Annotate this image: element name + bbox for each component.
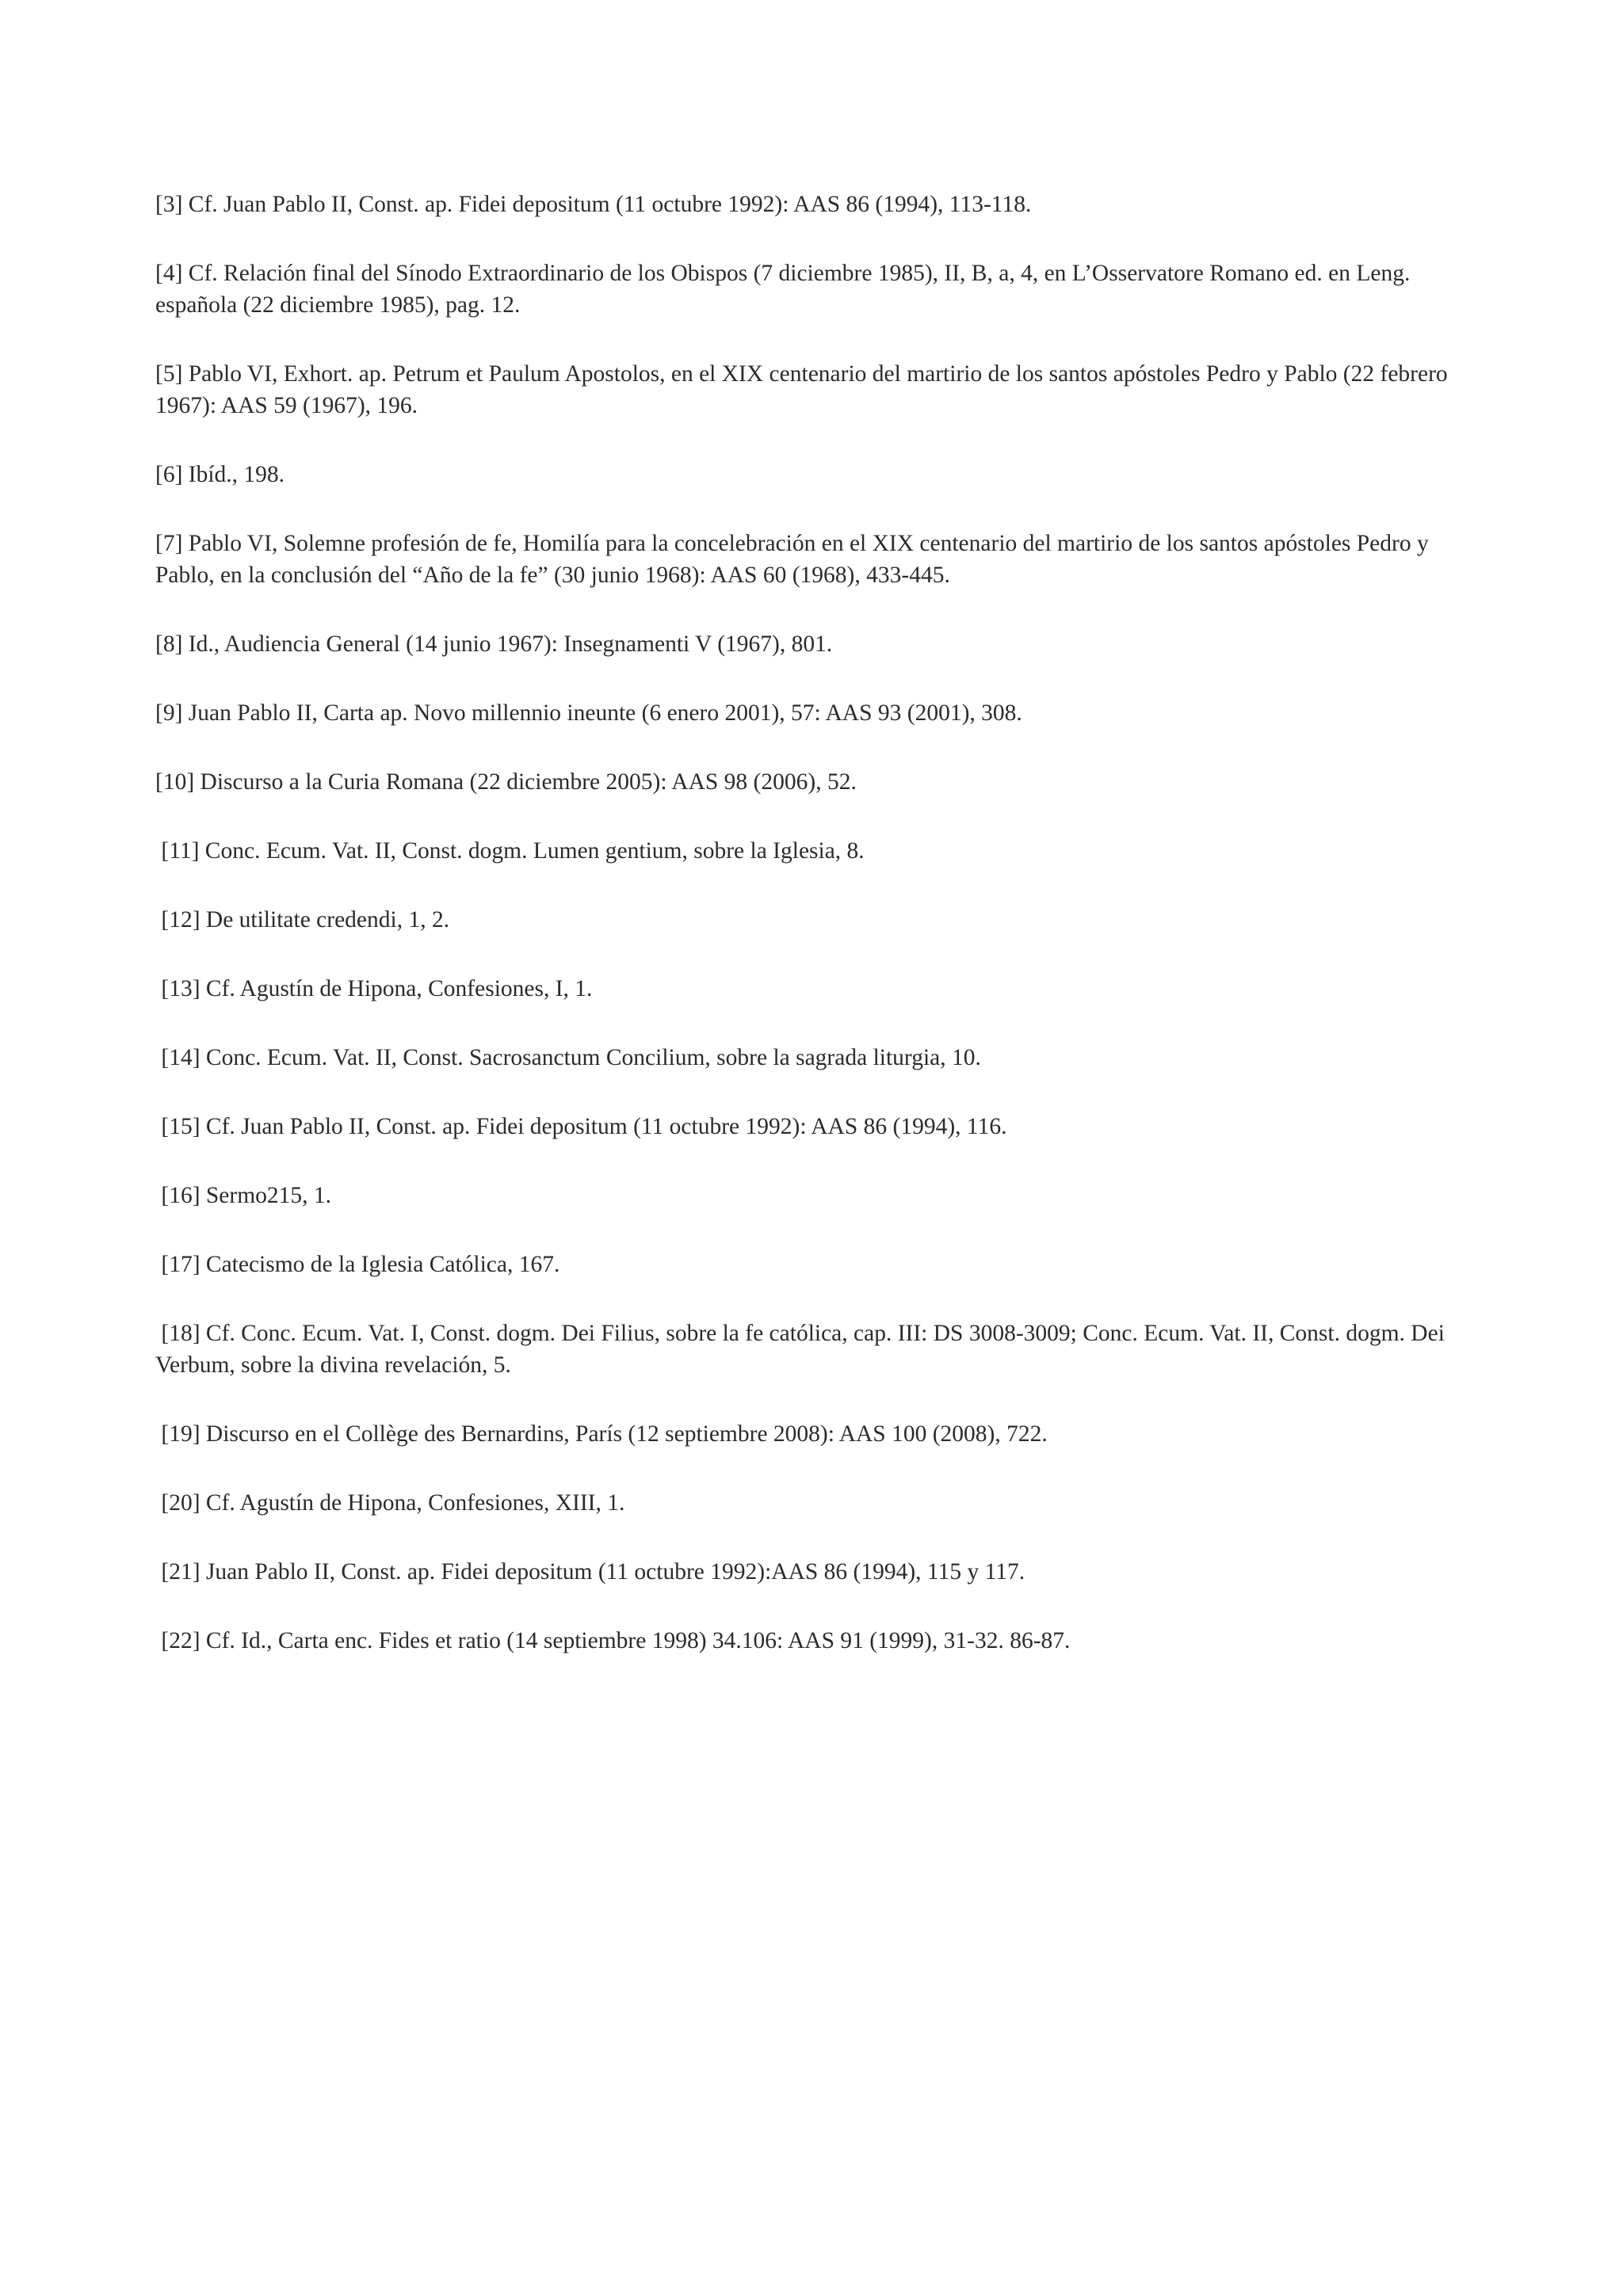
footnote-20: [20] Cf. Agustín de Hipona, Confesiones, XIII, 1. (155, 1490, 625, 1516)
footnote-14: [14] Conc. Ecum. Vat. II, Const. Sacrosanctum Concilium, sobre la sagrada liturgia, 10. (155, 1045, 981, 1070)
footnote-13: [13] Cf. Agustín de Hipona, Confesiones, I, 1. (155, 976, 593, 1001)
footnote-15: [15] Cf. Juan Pablo II, Const. ap. Fidei depositum (11 octubre 1992): AAS 86 (1994), 116. (155, 1114, 1007, 1139)
footnote-11: [11] Conc. Ecum. Vat. II, Const. dogm. Lumen gentium, sobre la Iglesia, 8. (155, 838, 865, 864)
footnote-12: [12] De utilitate credendi, 1, 2. (155, 907, 450, 933)
footnotes-list (155, 189, 1487, 1694)
footnote-18: [18] Cf. Conc. Ecum. Vat. I, Const. dogm. Dei Filius, sobre la fe católica, cap. III: DS 3008-3009; Conc. Ecum. Vat. II, Const. dogm. Dei Verbum, sobre la divina revelación, 5. (155, 1321, 1450, 1378)
footnote-8: [8] Id., Audiencia General (14 junio 1967): Insegnamenti V (1967), 801. (155, 631, 833, 657)
footnote-16: [16] Sermo215, 1. (155, 1183, 332, 1208)
footnote-5: [5] Pablo VI, Exhort. ap. Petrum et Paulum Apostolos, en el XIX centenario del martirio de los santos apóstoles Pedro y Pablo (22 febrero 1967): AAS 59 (1967), 196. (155, 361, 1454, 418)
footnote-6: [6] Ibíd., 198. (155, 462, 285, 487)
footnote-10: [10] Discurso a la Curia Romana (22 diciembre 2005): AAS 98 (2006), 52. (155, 769, 857, 795)
footnote-7: [7] Pablo VI, Solemne profesión de fe, Homilía para la concelebración en el XIX centenario del martirio de los santos apóstoles Pedro y Pablo, en la conclusión del “Año de la fe” (30 junio 1968): AAS 60 (1968), 433-445. (155, 531, 1435, 588)
footnote-21: [21] Juan Pablo II, Const. ap. Fidei depositum (11 octubre 1992):AAS 86 (1994), 115 y 117. (155, 1559, 1025, 1585)
footnote-9: [9] Juan Pablo II, Carta ap. Novo millennio ineunte (6 enero 2001), 57: AAS 93 (2001), 308. (155, 700, 1022, 726)
footnote-3: [3] Cf. Juan Pablo II, Const. ap. Fidei depositum (11 octubre 1992): AAS 86 (1994), 113-118. (155, 192, 1032, 217)
footnote-22: [22] Cf. Id., Carta enc. Fides et ratio (14 septiembre 1998) 34.106: AAS 91 (1999), 31-32. 86-87. (155, 1628, 1071, 1653)
footnote-4: [4] Cf. Relación final del Sínodo Extraordinario de los Obispos (7 diciembre 1985), II, B, a, 4, en L’Osservatore Romano ed. en Leng. española (22 diciembre 1985), pag. 12. (155, 261, 1416, 318)
footnote-17: [17] Catecismo de la Iglesia Católica, 167. (155, 1252, 560, 1277)
footnote-19: [19] Discurso en el Collège des Bernardins, París (12 septiembre 2008): AAS 100 (2008), 722. (155, 1421, 1048, 1447)
